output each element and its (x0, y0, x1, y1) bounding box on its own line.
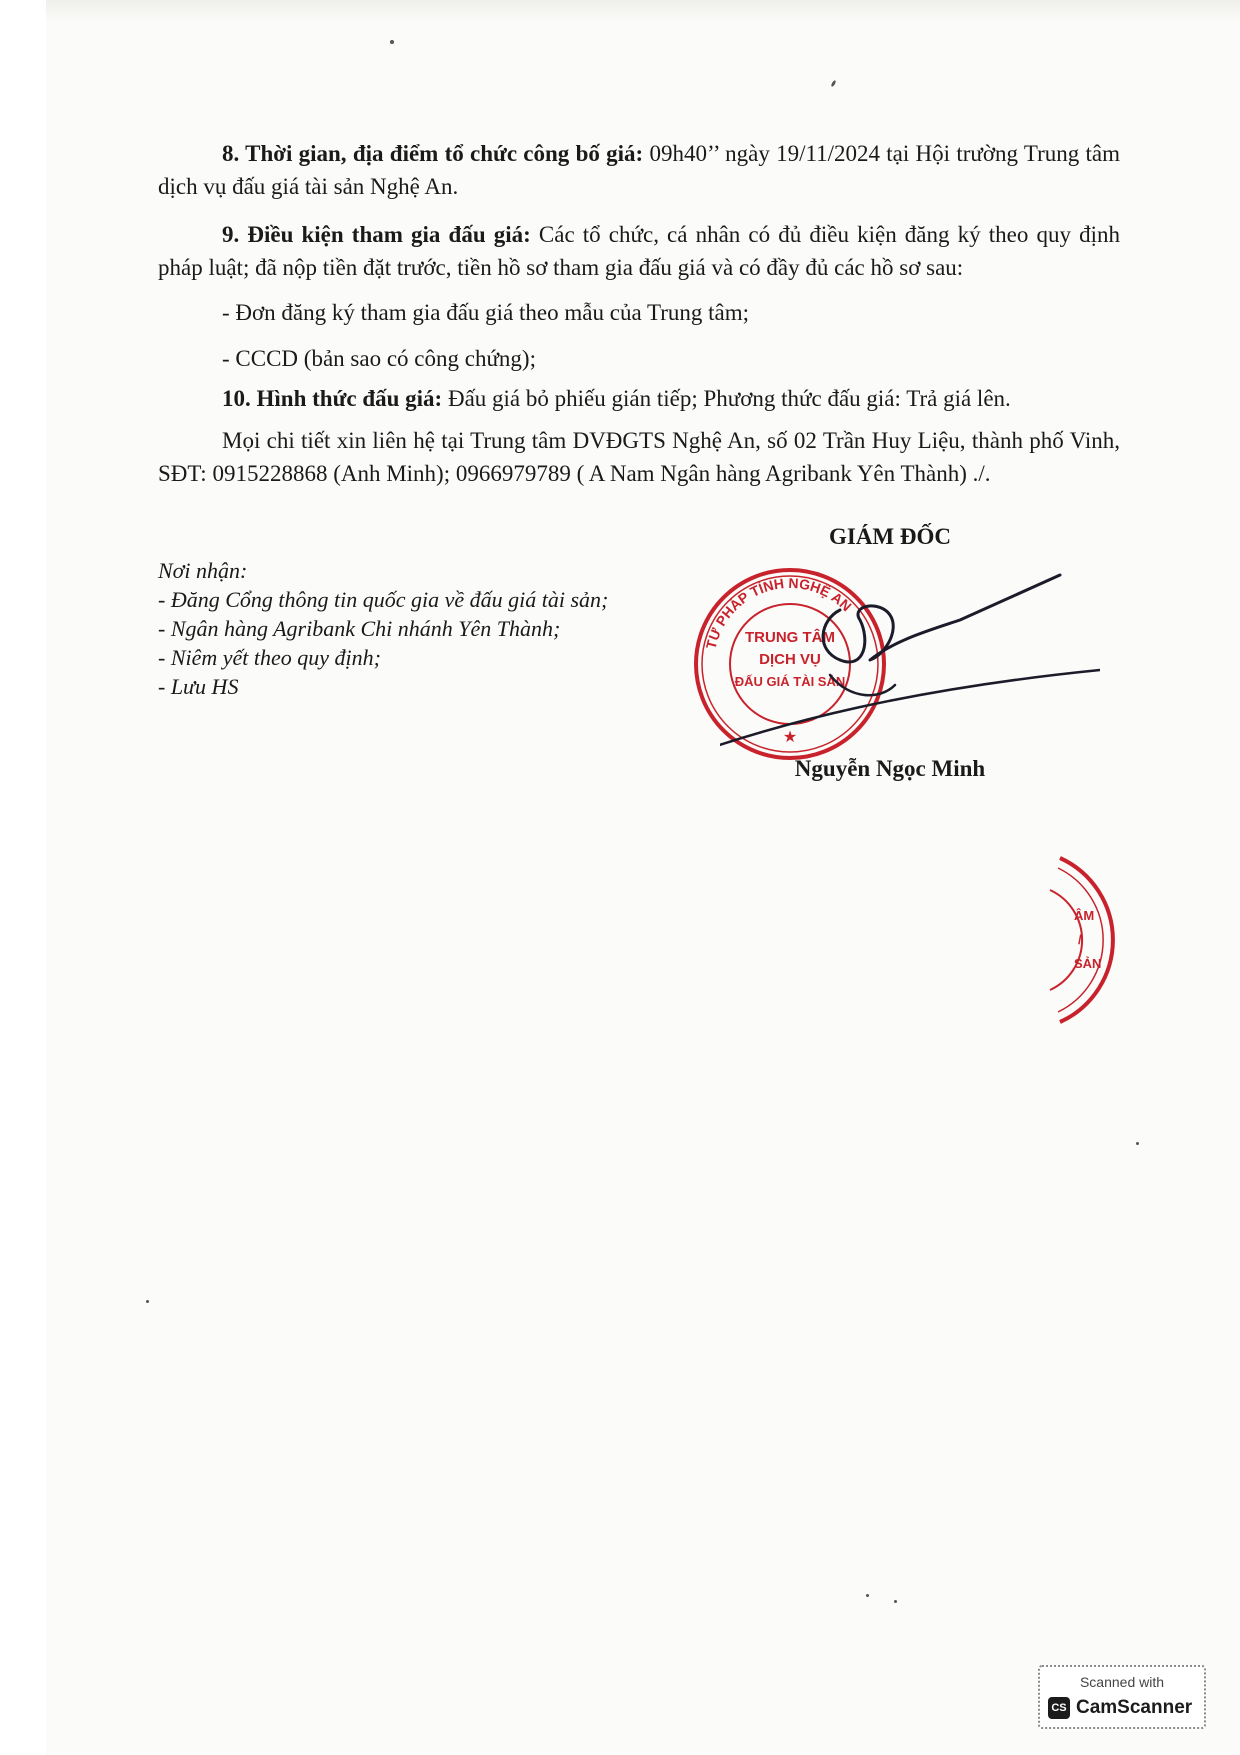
scan-speck (866, 1594, 869, 1597)
scan-speck (146, 1300, 149, 1303)
seal-center-line-2: DỊCH VỤ (759, 651, 821, 668)
svg-text:SẢN: SẢN (1074, 956, 1102, 971)
handwritten-signature (720, 560, 1100, 760)
recipient-item: - Ngân hàng Agribank Chi nhánh Yên Thành; (158, 616, 561, 641)
signer-name: Nguyễn Ngọc Minh (794, 756, 986, 781)
recipients-heading: Nơi nhận: (158, 558, 248, 583)
recipient-item: - Niêm yết theo quy định; (158, 645, 381, 670)
section-10-paragraph (158, 382, 1120, 415)
requirement-item: - CCCD (bản sao có công chứng); (222, 346, 536, 371)
partial-edge-seal (1040, 850, 1140, 1030)
camscanner-name: CamScanner (1076, 1697, 1193, 1718)
scan-speck (830, 80, 836, 88)
seal-ring-text: TƯ PHÁP TỈNH NGHỆ AN (702, 574, 855, 651)
section-9-label: 9. Điều kiện tham gia đấu giá: (222, 222, 531, 247)
camscanner-caption: Scanned with (1079, 1674, 1165, 1690)
scan-speck (390, 40, 394, 44)
section-8-text: 09h40’’ ngày 19/11/2024 tại Hội trường Trung tâm dịch vụ đấu giá tài sản Nghệ An. (158, 141, 1121, 199)
requirement-item: - Đơn đăng ký tham gia đấu giá theo mẫu của Trung tâm; (222, 300, 750, 325)
svg-text:ÂM: ÂM (1074, 908, 1095, 923)
section-9-paragraph (158, 218, 1120, 284)
scan-speck (894, 1600, 897, 1603)
seal-center-line-3: ĐẤU GIÁ TÀI SẢN (734, 674, 846, 689)
svg-text:/: / (1078, 932, 1082, 947)
scan-top-shadow (46, 0, 1240, 22)
seal-center-line-1: TRUNG TÂM (745, 629, 835, 646)
contact-paragraph: Mọi chi tiết xin liên hệ tại Trung tâm DVĐGTS Nghệ An, số 02 Trần Huy Liệu, thành phố Vinh, SĐT: 0915228868 (Anh Minh); 0966979789 ( A Nam Ngân hàng Agribank Yên Thành) ./. (158, 428, 1120, 486)
camscanner-badge (1038, 1665, 1206, 1729)
section-9-text: Các tổ chức, cá nhân có đủ điều kiện đăng ký theo quy định pháp luật; đã nộp tiền đặt trước, tiền hồ sơ tham gia đấu giá và có đầy đủ các hồ sơ sau: (158, 222, 1120, 280)
camscanner-logo-icon: CS (1048, 1697, 1070, 1719)
section-8-paragraph (158, 137, 1120, 203)
section-8-label: 8. Thời gian, địa điểm tổ chức công bố giá: (222, 141, 644, 166)
scan-margin (0, 0, 46, 1755)
recipients-block (158, 556, 608, 701)
signer-title: GIÁM ĐỐC (828, 524, 952, 549)
recipients-list (158, 585, 608, 701)
recipient-item: - Đăng Cổng thông tin quốc gia về đấu giá tài sản; (158, 587, 609, 612)
section-10-label: 10. Hình thức đấu giá: (222, 386, 443, 411)
section-10-text: Đấu giá bỏ phiếu gián tiếp; Phương thức đấu giá: Trả giá lên. (442, 386, 1011, 411)
scan-speck (1136, 1142, 1139, 1145)
recipient-item: - Lưu HS (158, 674, 239, 699)
seal-star-icon: ★ (782, 729, 798, 746)
